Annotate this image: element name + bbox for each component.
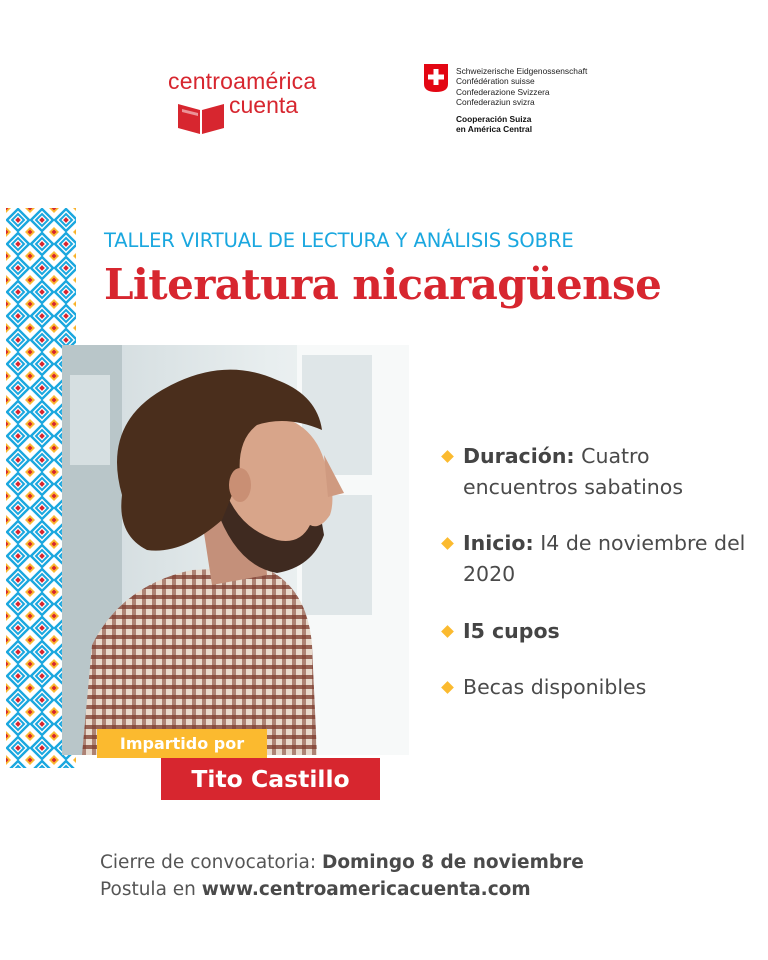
bullet-diamond-icon: [441, 450, 454, 463]
duration-value: Cuatro encuentros sabatinos: [463, 444, 683, 499]
event-title: Literatura nicaragüense: [104, 260, 662, 309]
bullet-diamond-icon: [441, 537, 454, 550]
apply-url-link[interactable]: www.centroamericacuenta.com: [201, 879, 531, 900]
coop-line2: en América Central: [456, 124, 533, 135]
seats-label: I5 cupos: [463, 619, 560, 643]
detail-duration-text: [463, 441, 763, 503]
start-label: Inicio:: [463, 531, 534, 555]
swiss-line2: Confédération suisse: [456, 76, 535, 87]
brand-line1: centroamérica: [168, 68, 317, 94]
detail-duration: [443, 441, 753, 505]
deadline-line: [100, 852, 740, 873]
swiss-line3: Confederazione Svizzera: [456, 86, 550, 97]
scholarships-value: Becas disponibles: [463, 675, 647, 699]
detail-seats-text: [463, 616, 763, 647]
swiss-line1: Schweizerische Eidgenossenschaft: [456, 66, 588, 76]
coop-line1: Cooperación Suiza: [456, 114, 532, 124]
apply-label: Postula en: [100, 879, 196, 900]
duration-label: Duración:: [463, 444, 575, 468]
instructor-name-badge: Tito Castillo: [161, 758, 380, 800]
detail-start-text: [463, 528, 763, 590]
instructor-photo: [62, 345, 409, 755]
swiss-cooperation-logo: [424, 62, 624, 142]
detail-scholarships: [443, 672, 753, 704]
swiss-line4: Confederaziun svizra: [456, 97, 535, 108]
detail-seats: [443, 616, 753, 648]
swiss-cross-icon: [424, 64, 448, 92]
brand-line2: cuenta: [229, 92, 299, 118]
event-subtitle: TALLER VIRTUAL DE LECTURA Y ANÁLISIS SOBRE: [104, 229, 574, 252]
deadline-label: Cierre de convocatoria:: [100, 852, 317, 873]
book-icon: [174, 100, 228, 136]
detail-start: [443, 528, 753, 592]
start-value: I4 de noviembre del 2020: [463, 531, 746, 586]
apply-line: [100, 879, 740, 900]
bullet-diamond-icon: [441, 625, 454, 638]
swiss-confederation-text: [456, 66, 587, 108]
swiss-cooperation-text: [456, 114, 532, 135]
deadline-value: Domingo 8 de noviembre: [321, 852, 584, 873]
bullet-diamond-icon: [441, 681, 454, 694]
centroamerica-cuenta-logo: [168, 68, 338, 136]
detail-scholarships-text: [463, 672, 763, 703]
instructor-label-badge: Impartido por: [97, 729, 267, 758]
